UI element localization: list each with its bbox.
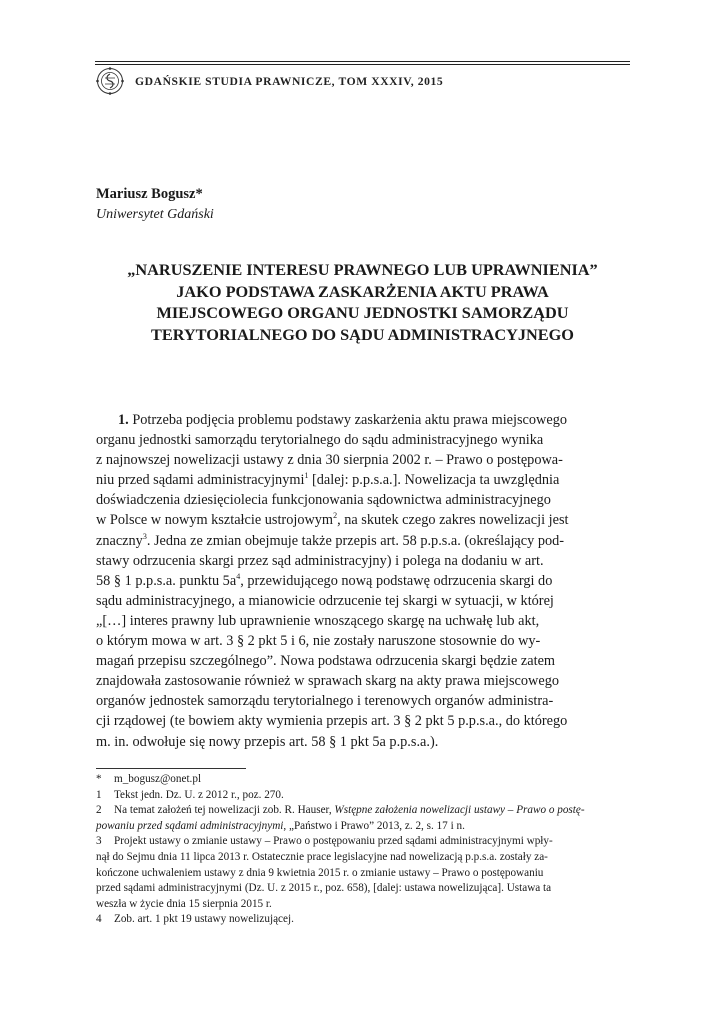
- title-line: MIEJSCOWEGO ORGANU JEDNOSTKI SAMORZĄDU: [156, 303, 569, 322]
- body-text: niu przed sądami administracyjnymi: [96, 472, 305, 489]
- article-title: [96, 259, 629, 345]
- body-line: [96, 510, 629, 530]
- body-line: doświadczenia dziesięciolecia funkcjonowania sądownictwa administracyjnego: [96, 492, 551, 509]
- author-name: Mariusz Bogusz*: [96, 186, 203, 202]
- body-line: organu jednostki samorządu terytorialnego do sądu administracyjnego wynika: [96, 432, 544, 449]
- footnote-mark: *: [96, 773, 102, 785]
- footnote-mark: 1: [96, 788, 102, 801]
- body-line: m. in. odwołuje się nowy przepis art. 58 § 1 pkt 5a p.p.s.a.).: [96, 733, 439, 750]
- footnote-text: powaniu przed sądami administracyjnymi: [96, 819, 284, 832]
- body-text: , przewidującego nową podstawę odrzucenia skargi do: [240, 572, 553, 589]
- header-rule-top: [95, 61, 630, 62]
- body-text: . Jedna ze zmian obejmuje także przepis art. 58 p.p.s.a. (określający pod-: [146, 532, 565, 549]
- body-text: w Polsce w nowym kształcie ustrojowym: [96, 512, 334, 529]
- footnote-text: Zob. art. 1 pkt 19 ustawy nowelizującej.: [114, 913, 294, 926]
- body-text: Potrzeba podjęcia problemu podstawy zaskarżenia aktu prawa miejscowego: [132, 412, 568, 428]
- footnote-text: Na temat założeń tej nowelizacji zob. R. Hauser,: [114, 804, 335, 817]
- footnote-text: m_bogusz@onet.pl: [114, 773, 202, 785]
- body-line: sądu administracyjnego, a mianowicie odrzucenie tej skargi w sytuacji, w której: [96, 592, 554, 609]
- section-number: 1.: [118, 412, 129, 428]
- body-text: [dalej: p.p.s.a.]. Nowelizacja ta uwzględnia: [308, 472, 560, 489]
- body-line: [96, 470, 629, 490]
- footnote-text: Wstępne założenia nowelizacji ustawy – Prawo o postę-: [334, 804, 585, 817]
- running-header: [95, 66, 630, 96]
- university-seal-icon: [95, 66, 125, 96]
- footnote-ref[interactable]: 4: [236, 571, 241, 581]
- footnote-text: Tekst jedn. Dz. U. z 2012 r., poz. 270.: [114, 788, 284, 801]
- body-text: 58 § 1 p.p.s.a. punktu 5a: [96, 572, 237, 589]
- footnote: [96, 772, 629, 788]
- footnote-text: , „Państwo i Prawo” 2013, z. 2, s. 17 i n.: [283, 819, 465, 832]
- title-line: JAKO PODSTAWA ZASKARŻENIA AKTU PRAWA: [176, 281, 549, 301]
- footnote: przed sądami administracyjnymi (Dz. U. z 2015 r., poz. 658), [dalej: ustawa nowelizująca]. Ustawa ta: [96, 882, 552, 895]
- footnote: kończone uchwaleniem ustawy z dnia 9 kwietnia 2015 r. o zmianie ustawy – Prawo o postępowaniu: [96, 866, 544, 879]
- body-paragraph: [96, 410, 629, 752]
- footnotes: [96, 772, 629, 928]
- footnote-ref[interactable]: 1: [304, 471, 309, 481]
- footnote: weszła w życie dnia 15 sierpnia 2015 r.: [96, 897, 272, 910]
- body-line: z najnowszej nowelizacji ustawy z dnia 30 sierpnia 2002 r. – Prawo o postępowa-: [96, 452, 563, 469]
- footnote-text: Projekt ustawy o zmianie ustawy – Prawo o postępowaniu przed sądami administracyjnymi wpły-: [114, 835, 553, 848]
- journal-title: GDAŃSKIE STUDIA PRAWNICZE, TOM XXXIV, 2015: [135, 74, 444, 88]
- author-affiliation: Uniwersytet Gdański: [96, 207, 214, 222]
- footnote: [96, 912, 629, 928]
- body-line: [96, 531, 629, 551]
- body-text: , na skutek czego zakres nowelizacji jest: [337, 512, 569, 529]
- footnote-separator: [96, 768, 246, 769]
- title-line: TERYTORIALNEGO DO SĄDU ADMINISTRACYJNEGO: [151, 324, 574, 344]
- footnote-ref[interactable]: 2: [333, 511, 338, 521]
- footnote-mark: 4: [96, 913, 102, 926]
- footnote: nął do Sejmu dnia 11 lipca 2013 r. Ostatecznie prace legislacyjne nad nowelizacją p.p.s.a. zostały za-: [96, 850, 548, 863]
- body-line: [96, 571, 629, 591]
- footnote: [96, 819, 629, 835]
- body-line: cji rządowej (te bowiem akty wymienia przepis art. 3 § 2 pkt 5 p.p.s.a., do którego: [96, 713, 568, 730]
- header-rule-top-thin: [95, 64, 630, 65]
- body-line: „[…] interes prawny lub uprawnienie wnoszącego skargę na uchwałę lub akt,: [96, 612, 540, 629]
- footnote-ref[interactable]: 3: [142, 531, 147, 541]
- footnote: [96, 834, 629, 850]
- body-line: stawy odrzucenia skargi przez sąd administracyjny) i polega na dodaniu w art.: [96, 552, 544, 569]
- body-text: znaczny: [96, 532, 143, 549]
- body-line: organów jednostek samorządu terytorialnego i terenowych organów administra-: [96, 693, 554, 710]
- body-line: magań przepisu szczególnego”. Nowa podstawa odrzucenia skargi będzie zatem: [96, 653, 556, 670]
- footnote: [96, 803, 629, 819]
- body-line: o którym mowa w art. 3 § 2 pkt 5 i 6, nie zostały naruszone stosownie do wy-: [96, 633, 541, 650]
- title-line: „NARUSZENIE INTERESU PRAWNEGO LUB UPRAWNIENIA”: [127, 260, 598, 279]
- footnote-mark: 3: [96, 835, 102, 848]
- footnote: [96, 788, 629, 804]
- body-line: znajdowała zastosowanie również w sprawach skarg na akty prawa miejscowego: [96, 673, 560, 690]
- body-line: [96, 410, 629, 430]
- footnote-mark: 2: [96, 804, 102, 817]
